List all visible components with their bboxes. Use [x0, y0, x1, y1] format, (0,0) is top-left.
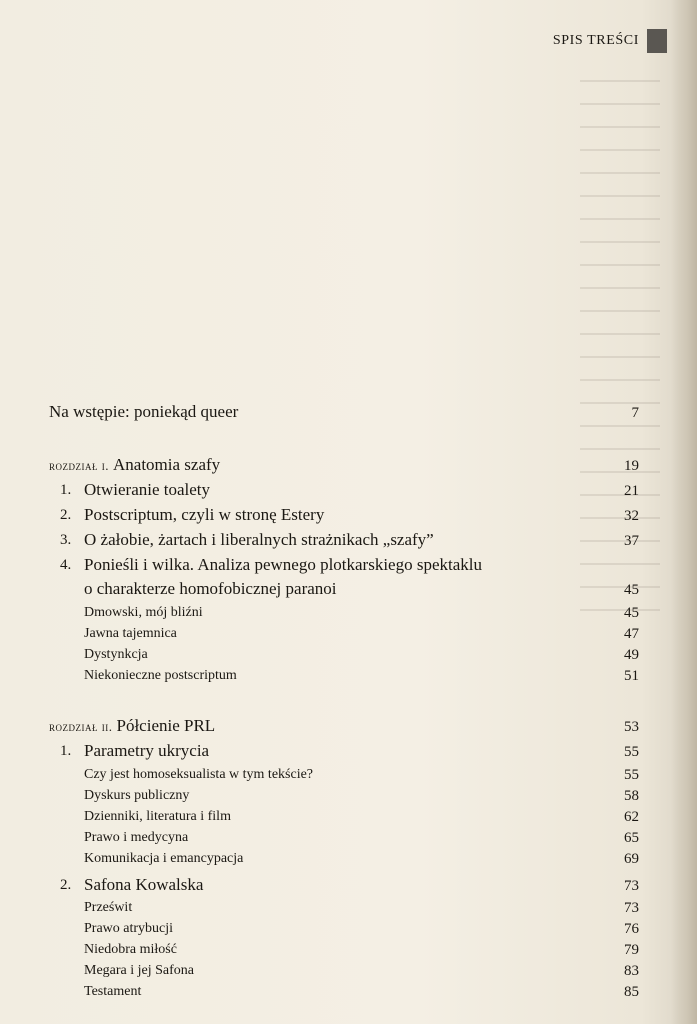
toc-entry-label: Niedobra miłość — [84, 942, 177, 957]
toc-entry-label: Dystynkcja — [84, 647, 148, 662]
toc-entry-label: O żałobie, żartach i liberalnych strażnikach „szafy” — [84, 530, 434, 549]
toc-page-number: 7 — [631, 405, 639, 421]
toc-page-number: 79 — [624, 942, 639, 958]
toc-page-number: 19 — [624, 458, 639, 474]
toc-entry-label: Megara i jej Safona — [84, 963, 195, 978]
chapter-title: Anatomia szafy — [113, 455, 221, 474]
toc-page-number: 45 — [624, 605, 639, 621]
section-number: 2. — [60, 877, 72, 893]
toc-page-number: 62 — [624, 809, 639, 825]
toc-entry-label: Testament — [84, 984, 142, 999]
toc-page-number: 73 — [624, 900, 639, 916]
toc-page-number: 69 — [624, 851, 639, 867]
toc-entry-label: o charakterze homofobicznej paranoi — [84, 579, 337, 598]
running-header: SPIS TREŚCI — [552, 33, 639, 48]
toc-entry-label: Niekonieczne postscriptum — [84, 668, 237, 683]
toc-entry-label: Dmowski, mój bliźni — [84, 605, 203, 620]
toc-entry-label: Czy jest homoseksualista w tym tekście? — [84, 767, 314, 782]
toc-page-number: 65 — [624, 830, 639, 846]
toc-page-number: 76 — [624, 921, 639, 937]
section-number: 4. — [60, 557, 72, 573]
toc-page-number: 55 — [624, 767, 639, 783]
toc-page-number: 85 — [624, 984, 639, 1000]
toc-entry-label: Na wstępie: poniekąd queer — [49, 402, 239, 421]
section-number: 1. — [60, 482, 72, 498]
toc-entry-label: Dyskurs publiczny — [84, 788, 190, 803]
toc-page-number: 58 — [624, 788, 639, 804]
toc-entry-label: Parametry ukrycia — [84, 741, 210, 760]
toc-entry-label: Postscriptum, czyli w stronę Estery — [84, 505, 325, 524]
toc-page-number: 49 — [624, 647, 639, 663]
toc-page-number: 55 — [624, 744, 639, 760]
page-edge-shadow — [671, 0, 697, 1024]
toc-entry-label: Otwieranie toalety — [84, 480, 211, 499]
show-through-text — [580, 80, 660, 640]
toc-entry-label: Prawo i medycyna — [84, 830, 189, 845]
toc-page-number: 32 — [624, 508, 639, 524]
chapter-prefix: rozdział i. — [49, 458, 109, 473]
toc-entry-label: Ponieśli i wilka. Analiza pewnego plotkarskiego spektaklu — [84, 555, 483, 574]
toc-page-number: 47 — [624, 626, 639, 642]
toc-entry-label: Jawna tajemnica — [84, 626, 177, 641]
section-number: 1. — [60, 743, 72, 759]
thumb-index-tab — [647, 29, 667, 53]
toc-entry-label: Prawo atrybucji — [84, 921, 174, 936]
toc-page-number: 37 — [624, 533, 639, 549]
toc-page-number: 21 — [624, 483, 639, 499]
toc-page-number: 73 — [624, 878, 639, 894]
toc-page-number: 51 — [624, 668, 639, 684]
toc-page-number: 45 — [624, 582, 639, 598]
toc-page-number: 53 — [624, 719, 639, 735]
section-number: 2. — [60, 507, 72, 523]
chapter-prefix: rozdział ii. — [49, 719, 113, 734]
toc-page-number: 83 — [624, 963, 639, 979]
toc-entry-label: Prześwit — [84, 900, 133, 915]
toc-entry-label: Safona Kowalska — [84, 875, 204, 894]
section-number: 3. — [60, 532, 72, 548]
toc-entry-label: Komunikacja i emancypacja — [84, 851, 244, 866]
toc-entry-label: Dzienniki, literatura i film — [84, 809, 231, 824]
chapter-title: Półcienie PRL — [116, 716, 216, 735]
